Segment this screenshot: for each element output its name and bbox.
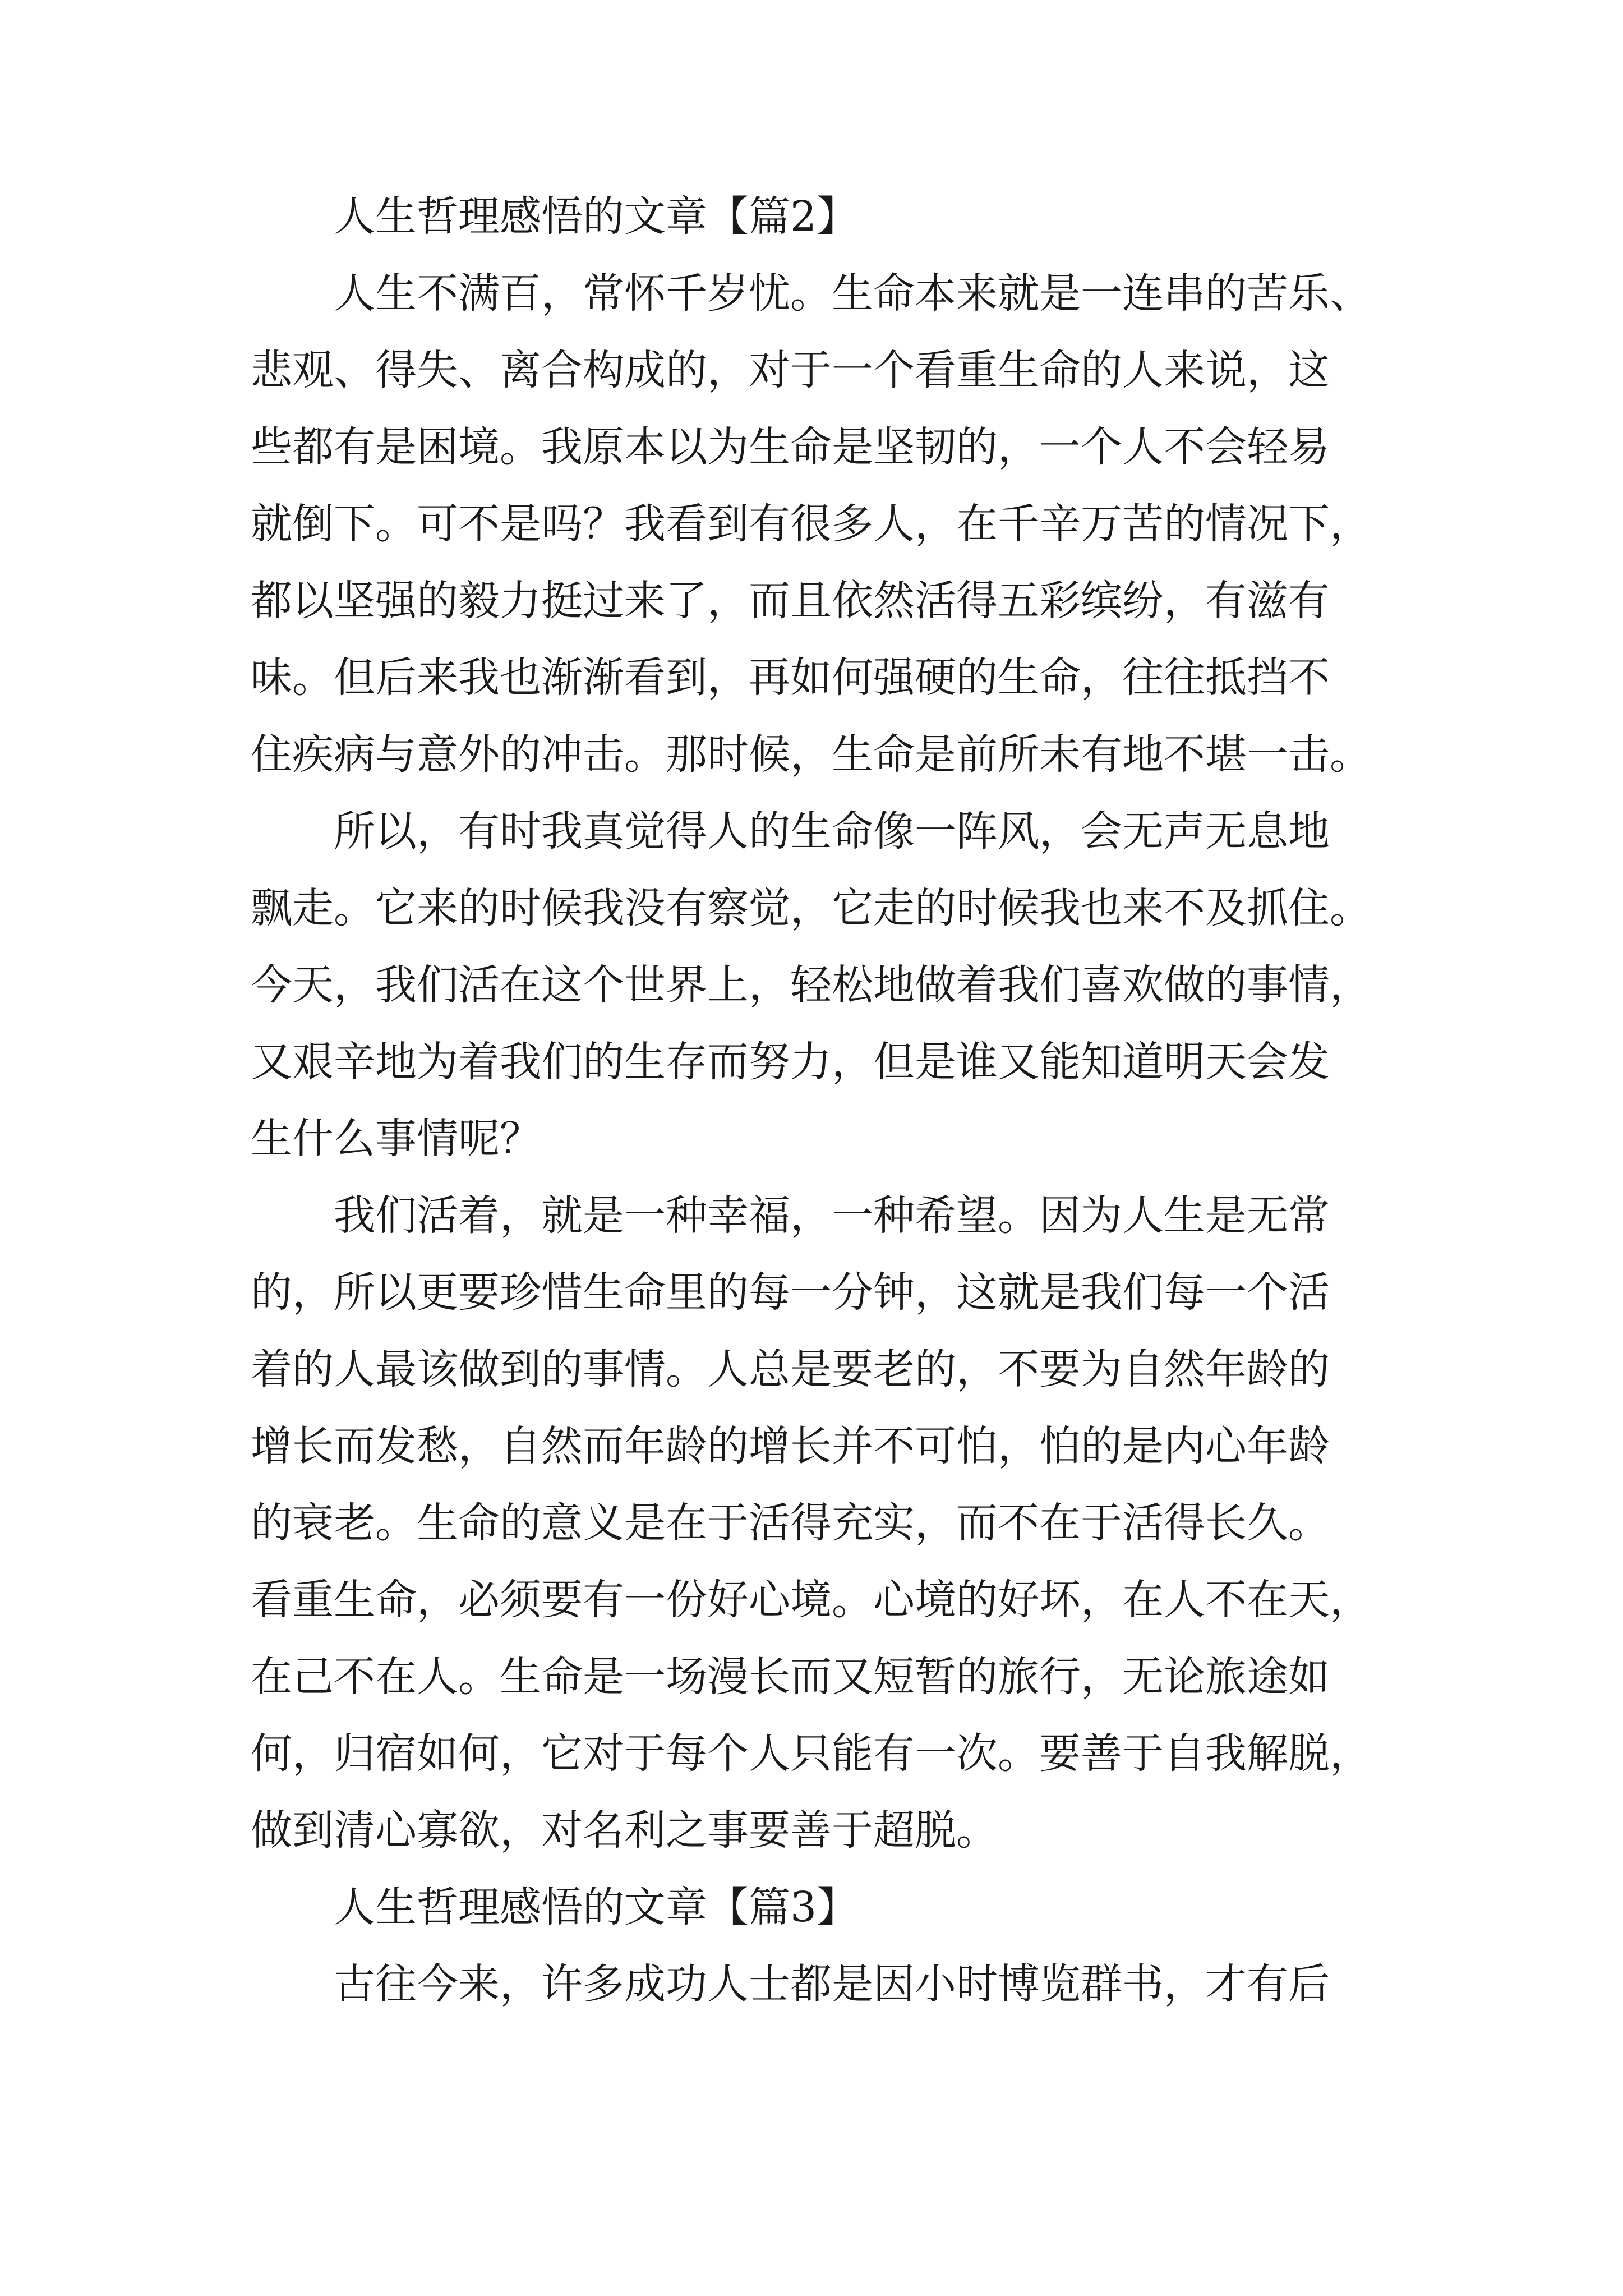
heading-line: 人生哲理感悟的文章【篇2】 bbox=[334, 192, 859, 241]
paragraph-line: 住疾病与意外的冲击。那时候，生命是前所未有地不堪一击。 bbox=[251, 730, 1371, 779]
paragraph-line: 的衰老。生命的意义是在于活得充实，而不在于活得长久。 bbox=[251, 1499, 1330, 1547]
section-heading-2 bbox=[251, 178, 1389, 255]
paragraph-line: 飘走。它来的时候我没有察觉，它走的时候我也来不及抓住。 bbox=[251, 884, 1371, 932]
paragraph-line: 古往今来，许多成功人士都是因小时博览群书，才有后 bbox=[334, 1960, 1330, 2008]
paragraph-line: 何，归宿如何，它对于每个人只能有一次。要善于自我解脱， bbox=[251, 1729, 1371, 1778]
heading-line: 人生哲理感悟的文章【篇3】 bbox=[334, 1883, 859, 1931]
paragraph-line: 又艰辛地为着我们的生存而努力，但是谁又能知道明天会发 bbox=[251, 1038, 1330, 1086]
paragraph-line: 看重生命，必须要有一份好心境。心境的好坏，在人不在天， bbox=[251, 1576, 1371, 1624]
paragraph-line: 在己不在人。生命是一场漫长而又短暂的旅行，无论旅途如 bbox=[251, 1653, 1330, 1701]
paragraph-line: 悲观、得失、离合构成的，对于一个看重生命的人来说，这 bbox=[251, 346, 1330, 394]
paragraph-1 bbox=[251, 255, 1389, 793]
section-heading-3 bbox=[251, 1869, 1389, 1946]
paragraph-line: 增长而发愁，自然而年龄的增长并不可怕，怕的是内心年龄 bbox=[251, 1422, 1330, 1470]
paragraph-line: 味。但后来我也渐渐看到，再如何强硬的生命，往往抵挡不 bbox=[251, 654, 1330, 702]
paragraph-line: 都以坚强的毅力挺过来了，而且依然活得五彩缤纷，有滋有 bbox=[251, 577, 1330, 625]
paragraph-line: 所以，有时我真觉得人的生命像一阵风，会无声无息地 bbox=[334, 807, 1330, 855]
paragraph-line: 些都有是困境。我原本以为生命是坚韧的，一个人不会轻易 bbox=[251, 423, 1330, 471]
paragraph-line: 着的人最该做到的事情。人总是要老的，不要为自然年龄的 bbox=[251, 1345, 1330, 1393]
paragraph-4 bbox=[251, 1946, 1389, 2023]
paragraph-line: 今天，我们活在这个世界上，轻松地做着我们喜欢做的事情， bbox=[251, 961, 1371, 1009]
paragraph-line: 做到清心寡欲，对名利之事要善于超脱。 bbox=[251, 1806, 998, 1855]
paragraph-line: 人生不满百，常怀千岁忧。生命本来就是一连串的苦乐、 bbox=[334, 269, 1371, 318]
article-body bbox=[251, 178, 1389, 2023]
paragraph-line: 生什么事情呢？ bbox=[251, 1115, 541, 1163]
paragraph-line: 我们活着，就是一种幸福，一种希望。因为人生是无常 bbox=[334, 1191, 1330, 1240]
paragraph-2 bbox=[251, 793, 1389, 1177]
paragraph-3 bbox=[251, 1177, 1389, 1869]
paragraph-line: 的，所以更要珍惜生命里的每一分钟，这就是我们每一个活 bbox=[251, 1268, 1330, 1317]
paragraph-line: 就倒下。可不是吗？我看到有很多人，在千辛万苦的情况下， bbox=[251, 500, 1371, 548]
